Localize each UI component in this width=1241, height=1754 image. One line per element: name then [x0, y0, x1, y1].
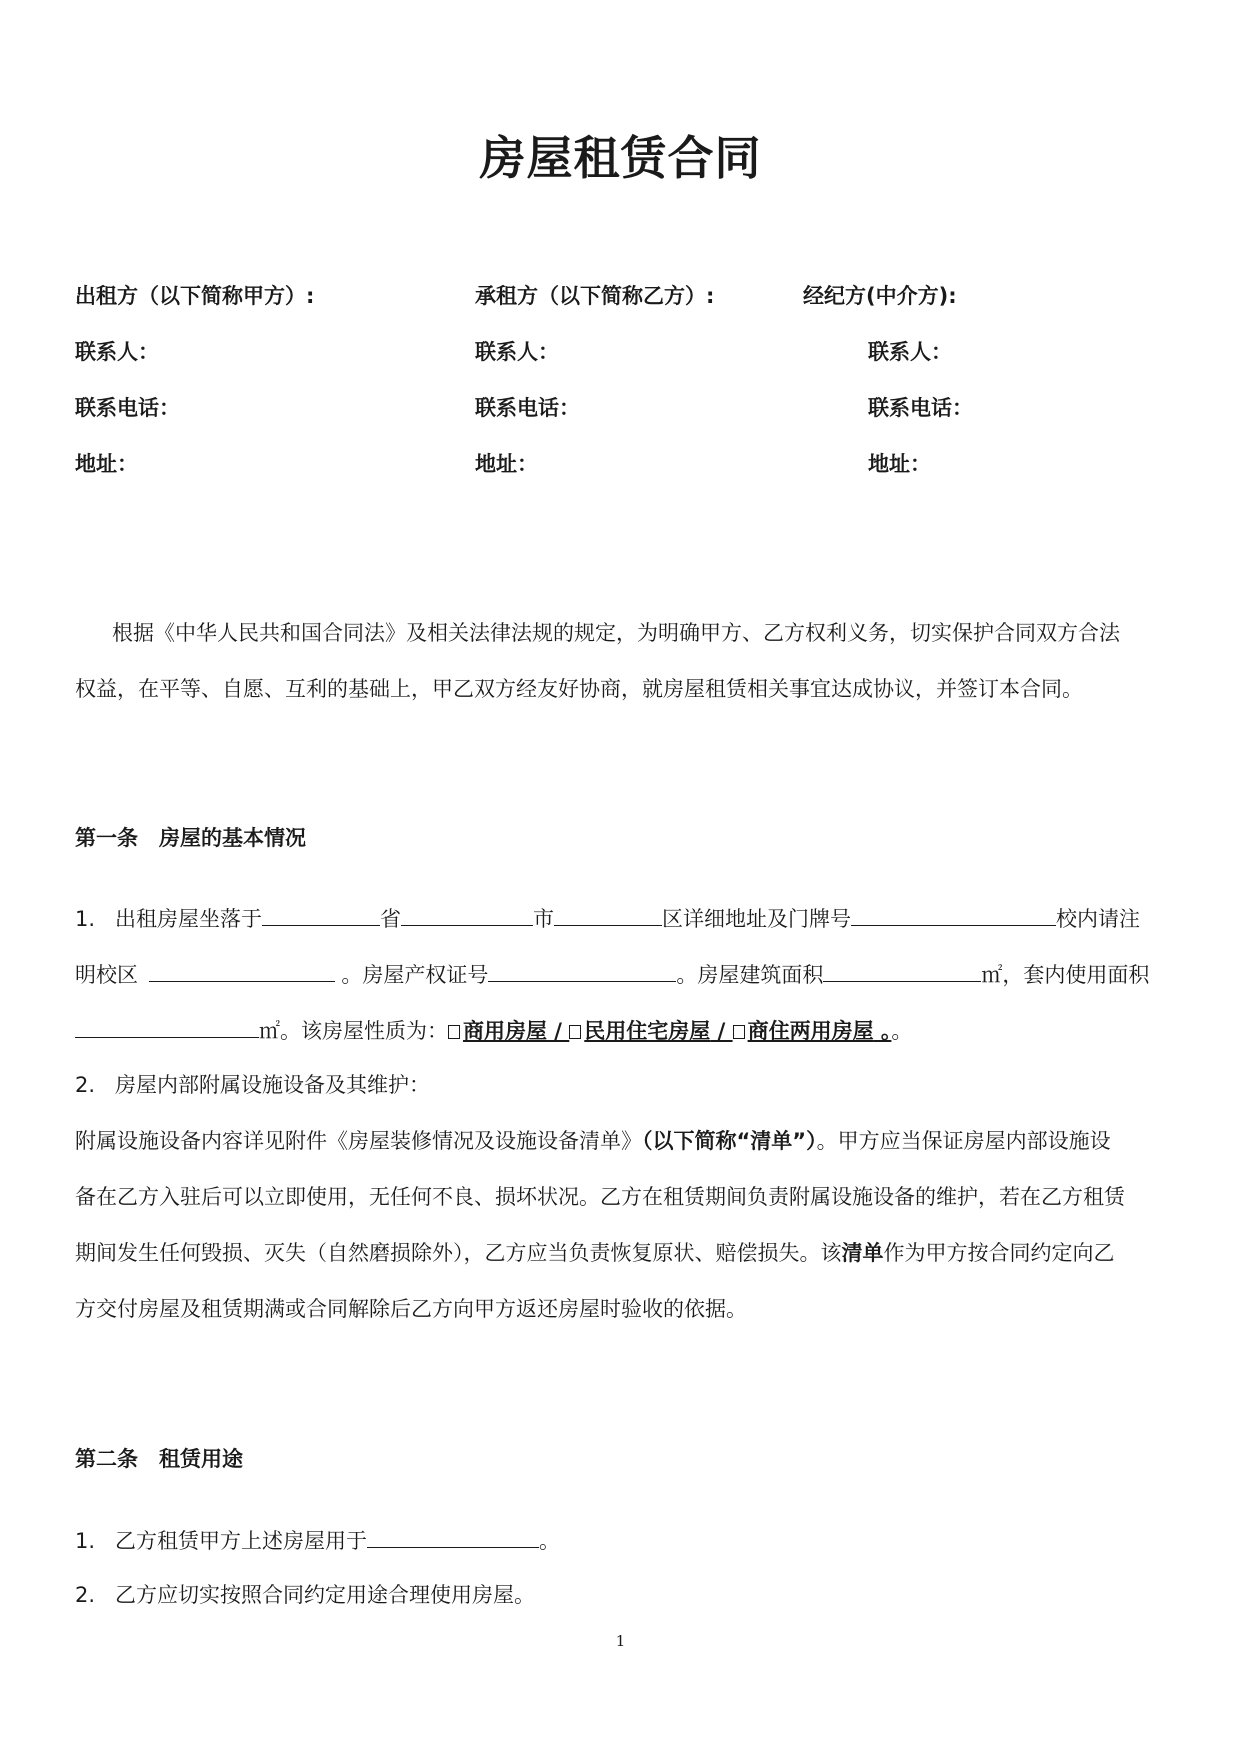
- city-blank[interactable]: [401, 897, 533, 926]
- article-2-heading: 第二条 租赁用途: [75, 1447, 243, 1471]
- checkbox-commercial[interactable]: [448, 1025, 460, 1039]
- lessee-contact-label: 联系人：: [475, 340, 559, 364]
- party-header-row: [0, 276, 1241, 316]
- address-row: [0, 444, 1241, 484]
- article-1-para-2: 备在乙方入驻后可以立即使用，无任何不良、损坏状况。乙方在租赁期间负责附属设施设备的维护，若在乙方租赁: [75, 1185, 1125, 1209]
- article-1-item-1-line-1: 1. 出租房屋坐落于 省 市 区详细地址及门牌号 校内请注: [75, 897, 1165, 939]
- article-2-item-1: 1. 乙方租赁甲方上述房屋用于 。: [75, 1519, 1165, 1561]
- building-area-blank[interactable]: [823, 953, 981, 982]
- agent-phone-label: 联系电话：: [868, 396, 973, 420]
- lessor-phone-label: 联系电话：: [75, 396, 180, 420]
- item-number: 1.: [75, 907, 96, 931]
- article-1-item-1-line-2: 明校区 。房屋产权证号 。房屋建筑面积 ㎡，套内使用面积: [75, 953, 1165, 995]
- intro-line-1: 根据《中华人民共和国合同法》及相关法律法规的规定，为明确甲方、乙方权利义务，切实保护合同双方合法: [112, 621, 1120, 645]
- lessee-address-label: 地址：: [475, 452, 538, 476]
- item-number: 1.: [75, 1529, 96, 1553]
- lessor-contact-label: 联系人：: [75, 340, 159, 364]
- campus-blank[interactable]: [149, 953, 335, 982]
- lessor-address-label: 地址：: [75, 452, 138, 476]
- lessor-label: 出租方（以下简称甲方）:: [75, 284, 315, 308]
- intro-line-2: 权益，在平等、自愿、互利的基础上，甲乙双方经友好协商，就房屋租赁相关事宜达成协议，并签订本合同。: [75, 677, 1083, 701]
- lessee-label: 承租方（以下简称乙方）:: [475, 284, 715, 308]
- page-number: 1: [615, 1632, 626, 1650]
- lessee-phone-label: 联系电话：: [475, 396, 580, 420]
- checkbox-residential[interactable]: [569, 1025, 581, 1039]
- phone-row: [0, 388, 1241, 428]
- property-cert-blank[interactable]: [488, 953, 676, 982]
- article-1-item-1-line-3: ㎡。该房屋性质为： 商用房屋 / 民用住宅房屋 / 商住两用房屋 。。: [75, 1009, 1165, 1051]
- contact-row: [0, 332, 1241, 372]
- item-number: 2.: [75, 1583, 96, 1607]
- agent-contact-label: 联系人：: [868, 340, 952, 364]
- agent-address-label: 地址：: [868, 452, 931, 476]
- article-1-para-4: 方交付房屋及租赁期满或合同解除后乙方向甲方返还房屋时验收的依据。: [75, 1297, 747, 1321]
- usable-area-blank[interactable]: [75, 1009, 259, 1038]
- article-1-heading: 第一条 房屋的基本情况: [75, 826, 306, 850]
- page-title: 房屋租赁合同: [479, 131, 762, 185]
- address-blank[interactable]: [851, 897, 1056, 926]
- article-1-para-3: 期间发生任何毁损、灭失（自然磨损除外），乙方应当负责恢复原状、赔偿损失。该清单作为甲方按合同约定向乙: [75, 1241, 1115, 1265]
- property-type-options: 商用房屋 / 民用住宅房屋 / 商住两用房屋 。: [448, 1019, 891, 1043]
- article-1-para-1: 附属设施设备内容详见附件《房屋装修情况及设施设备清单》（以下简称“清单”）。甲方应当保证房屋内部设施设: [75, 1129, 1111, 1153]
- usage-blank[interactable]: [367, 1519, 539, 1548]
- agent-label: 经纪方(中介方):: [803, 284, 957, 308]
- checkbox-mixed-use[interactable]: [733, 1025, 745, 1039]
- article-2-item-2: 2. 乙方应切实按照合同约定用途合理使用房屋。: [75, 1575, 1165, 1615]
- province-blank[interactable]: [262, 897, 380, 926]
- article-1-item-2: 2. 房屋内部附属设施设备及其维护：: [75, 1065, 1165, 1105]
- item-number: 2.: [75, 1073, 96, 1097]
- district-blank[interactable]: [554, 897, 662, 926]
